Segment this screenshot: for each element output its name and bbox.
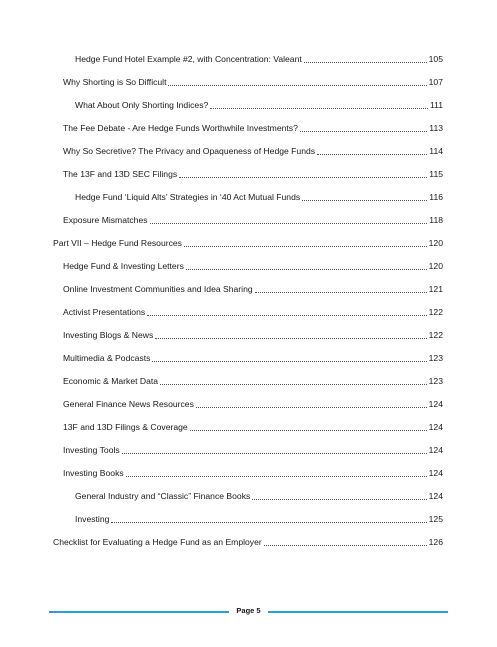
toc-entry-page: 124 — [428, 422, 443, 432]
toc-entry[interactable] — [63, 373, 443, 387]
toc-entry-title: Checklist for Evaluating a Hedge Fund as an Employer — [53, 537, 262, 547]
toc-entry-title: Exposure Mismatches — [63, 215, 148, 225]
toc-entry-page: 124 — [428, 445, 443, 455]
toc-entry-title: The 13F and 13D SEC Filings — [63, 169, 178, 179]
toc-entry[interactable] — [63, 442, 443, 456]
toc-dot-leader — [317, 153, 427, 155]
toc-entry-page: 118 — [429, 215, 443, 225]
toc-entry-title: Activist Presentations — [63, 307, 146, 317]
toc-dot-leader — [150, 222, 428, 224]
toc-entry[interactable] — [75, 51, 443, 65]
toc-entry-page: 126 — [428, 537, 443, 547]
toc-entry-title: Economic & Market Data — [63, 376, 159, 386]
toc-entry-title: Hedge Fund Hotel Example #2, with Concentration: Valeant — [75, 54, 302, 64]
toc-dot-leader — [168, 84, 426, 86]
toc-entry-title: What About Only Shorting Indices? — [75, 100, 209, 110]
toc-entry-title: Why Shorting is So Difficult — [63, 77, 167, 87]
toc-entry[interactable] — [63, 396, 443, 410]
toc-entry-page: 122 — [428, 330, 443, 340]
toc-dot-leader — [196, 406, 427, 408]
toc-entry-page: 124 — [428, 468, 443, 478]
toc-entry-page: 120 — [428, 261, 443, 271]
toc-dot-leader — [155, 337, 426, 339]
toc-entry-page: 123 — [428, 376, 443, 386]
footer-page-number: Page 5 — [236, 606, 261, 615]
toc-dot-leader — [255, 291, 427, 293]
toc-dot-leader — [304, 61, 427, 63]
toc-dot-leader — [252, 498, 426, 500]
toc-entry-page: 120 — [428, 238, 443, 248]
toc-entry[interactable] — [63, 74, 443, 88]
toc-entry-page: 113 — [429, 123, 443, 133]
toc-entry-title: Investing Books — [63, 468, 124, 478]
toc-entry-page: 105 — [428, 54, 443, 64]
toc-entry-title: Investing Tools — [63, 445, 120, 455]
toc-dot-leader — [210, 107, 428, 109]
toc-dot-leader — [190, 429, 427, 431]
toc-dot-leader — [186, 268, 427, 270]
toc-entry[interactable] — [75, 189, 443, 203]
toc-dot-leader — [264, 544, 427, 546]
toc-dot-leader — [126, 475, 427, 477]
toc-entry[interactable] — [63, 212, 443, 226]
toc-entry-page: 116 — [429, 192, 443, 202]
toc-entry-page: 111 — [429, 100, 443, 110]
footer-rule-right — [268, 611, 448, 613]
toc-entry-page: 124 — [428, 399, 443, 409]
toc-entry[interactable] — [53, 235, 443, 249]
toc-dot-leader — [122, 452, 427, 454]
toc-entry-page: 121 — [428, 284, 443, 294]
toc-entry-title: Part VII – Hedge Fund Resources — [53, 238, 182, 248]
toc-entry[interactable] — [75, 488, 443, 502]
footer-rule-left — [49, 611, 229, 613]
toc-entry-title: 13F and 13D Filings & Coverage — [63, 422, 188, 432]
toc-entry[interactable] — [63, 120, 443, 134]
toc-dot-leader — [160, 383, 427, 385]
toc-entry[interactable] — [63, 166, 443, 180]
toc-dot-leader — [111, 521, 426, 523]
toc-entry[interactable] — [63, 143, 443, 157]
toc-entry-title: General Industry and “Classic” Finance Books — [75, 491, 251, 501]
toc-entry-title: General Finance News Resources — [63, 399, 194, 409]
toc-entry-title: Online Investment Communities and Idea Sharing — [63, 284, 253, 294]
toc-entry[interactable] — [63, 304, 443, 318]
toc-entry[interactable] — [75, 511, 443, 525]
toc-entry-page: 125 — [428, 514, 443, 524]
toc-dot-leader — [302, 199, 427, 201]
toc-entry-page: 107 — [428, 77, 443, 87]
toc-entry[interactable] — [63, 281, 443, 295]
toc-entry-title: Investing — [75, 514, 110, 524]
toc-entry[interactable] — [63, 465, 443, 479]
toc-dot-leader — [147, 314, 427, 316]
toc-entry-title: Multimedia & Podcasts — [63, 353, 151, 363]
toc-entry[interactable] — [53, 534, 443, 548]
toc-entry-title: Hedge Fund & Investing Letters — [63, 261, 184, 271]
toc-entry-page: 115 — [429, 169, 443, 179]
toc-entry[interactable] — [63, 419, 443, 433]
toc-dot-leader — [179, 176, 427, 178]
toc-entry-title: Hedge Fund ‘Liquid Alts’ Strategies in ‘40 Act Mutual Funds — [75, 192, 301, 202]
toc-entry-page: 114 — [429, 146, 443, 156]
toc-dot-leader — [300, 130, 427, 132]
toc-entry-title: The Fee Debate - Are Hedge Funds Worthwhile Investments? — [63, 123, 298, 133]
toc-entry-page: 124 — [428, 491, 443, 501]
toc-entry[interactable] — [75, 97, 443, 111]
toc-entry[interactable] — [63, 258, 443, 272]
toc-dot-leader — [152, 360, 426, 362]
toc-entry[interactable] — [63, 327, 443, 341]
toc-dot-leader — [184, 245, 427, 247]
toc-entry-page: 122 — [428, 307, 443, 317]
toc-entry-title: Why So Secretive? The Privacy and Opaqueness of Hedge Funds — [63, 146, 316, 156]
toc-entry[interactable] — [63, 350, 443, 364]
toc-entry-page: 123 — [428, 353, 443, 363]
toc-entry-title: Investing Blogs & News — [63, 330, 154, 340]
